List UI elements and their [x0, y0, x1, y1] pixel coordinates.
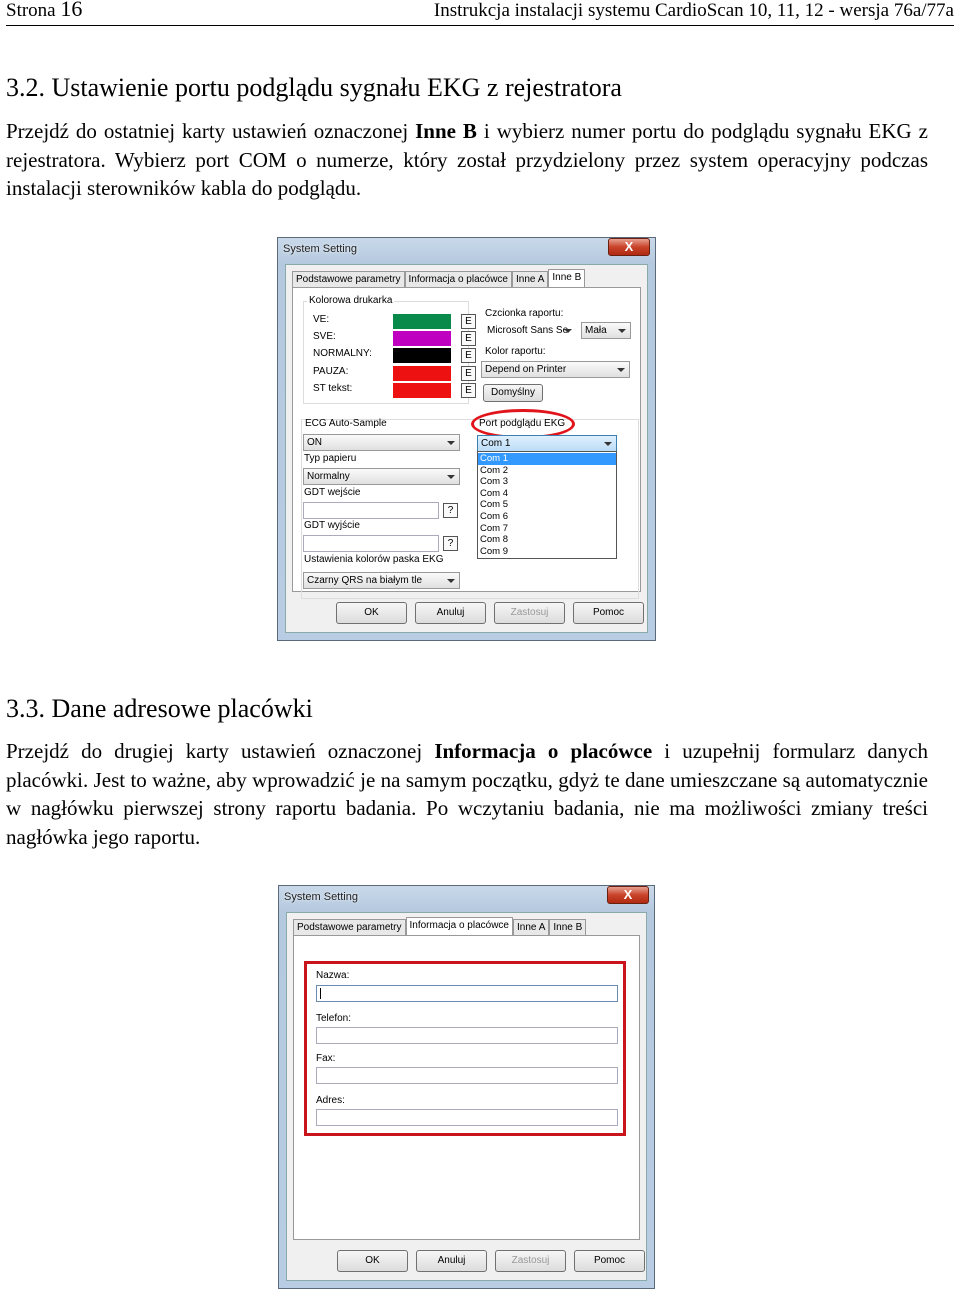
- chevron-down-icon: [447, 441, 455, 445]
- port-option[interactable]: Com 9: [480, 545, 508, 557]
- port-option[interactable]: Com 8: [480, 534, 508, 546]
- cancel-button[interactable]: Anuluj: [415, 602, 486, 624]
- section-heading-3-2: 3.2. Ustawienie portu podglądu sygnału EKG z rejestratora: [6, 73, 622, 102]
- gdt-in-label: GDT wejście: [304, 487, 361, 498]
- help-button[interactable]: Pomoc: [573, 602, 644, 624]
- pause-color-swatch: [393, 366, 451, 381]
- help-button[interactable]: Pomoc: [574, 1250, 645, 1272]
- ecg-port-label: Port podglądu EKG: [479, 418, 566, 429]
- ve-color-swatch: [393, 314, 451, 329]
- sve-label: SVE:: [313, 331, 336, 342]
- fax-label: Fax:: [316, 1053, 336, 1064]
- normal-edit-button[interactable]: E: [461, 348, 476, 363]
- gdt-in-browse-button[interactable]: ?: [443, 503, 458, 518]
- gdt-in-field[interactable]: [303, 502, 439, 519]
- report-color-select[interactable]: Depend on Printer: [481, 361, 630, 378]
- section-heading-3-3: 3.3. Dane adresowe placówki: [6, 694, 313, 723]
- dialog-title: System Setting: [283, 243, 357, 255]
- normal-label: NORMALNY:: [313, 348, 372, 359]
- report-font-size-select[interactable]: Mała: [581, 322, 631, 339]
- phone-field[interactable]: [316, 1027, 618, 1044]
- close-button[interactable]: X: [608, 238, 650, 256]
- phone-label: Telefon:: [316, 1013, 352, 1024]
- report-font-select[interactable]: Microsoft Sans Se: [483, 322, 577, 339]
- tab-other-a[interactable]: Inne A: [512, 271, 548, 288]
- dialog-title: System Setting: [284, 891, 358, 903]
- paper-type-label: Typ papieru: [304, 453, 357, 464]
- name-label: Nazwa:: [316, 970, 350, 981]
- tab-basic-params[interactable]: Podstawowe parametry: [293, 919, 406, 936]
- system-setting-dialog-facility: [278, 885, 655, 1289]
- st-text-edit-button[interactable]: E: [461, 383, 476, 398]
- document-title: Instrukcja instalacji systemu CardioScan 10, 11, 12 - wersja 76a/77a: [433, 0, 954, 21]
- tab-other-b[interactable]: Inne B: [549, 919, 586, 936]
- tab-strip: [292, 269, 585, 287]
- tab-panel: [292, 287, 641, 592]
- strip-colors-label: Ustawienia kolorów paska EKG: [304, 554, 444, 565]
- port-option[interactable]: Com 4: [480, 487, 508, 499]
- tab-facility-info[interactable]: Informacja o placówce: [406, 917, 514, 936]
- ve-label: VE:: [313, 314, 330, 325]
- apply-button[interactable]: Zastosuj: [494, 602, 565, 624]
- ok-button[interactable]: OK: [336, 602, 407, 624]
- address-field[interactable]: [316, 1109, 618, 1126]
- section-3-3-paragraph: Przejdź do drugiej karty ustawień oznaczonej Informacja o placówce i uzupełnij formularz danych placówki. Jest to ważne, aby wprowadzić je na samym początku, gdyż te dane umieszczane są automatycznie w nagłówku pierwszej strony raportu badania. Po wczytaniu badania, nie ma możliwości zmiany treści nagłówka jego raportu.: [6, 739, 928, 849]
- port-option[interactable]: Com 2: [480, 464, 508, 476]
- system-setting-dialog-inne-b: [277, 237, 656, 641]
- tab-strip: [293, 917, 586, 935]
- color-printer-label: Kolorowa drukarka: [309, 295, 393, 306]
- address-label: Adres:: [316, 1095, 345, 1106]
- chevron-down-icon: [618, 329, 626, 333]
- pause-edit-button[interactable]: E: [461, 366, 476, 381]
- chevron-down-icon: [564, 329, 572, 333]
- tab-other-a[interactable]: Inne A: [513, 919, 549, 936]
- ecg-autosample-select[interactable]: ON: [303, 434, 460, 451]
- port-dropdown-list: [477, 451, 617, 559]
- port-option[interactable]: Com 7: [480, 522, 508, 534]
- chevron-down-icon: [447, 579, 455, 583]
- st-text-color-swatch: [393, 383, 451, 398]
- st-text-label: ST tekst:: [313, 383, 353, 394]
- tab-panel: [293, 935, 640, 1240]
- report-color-label: Kolor raportu:: [485, 346, 546, 357]
- tab-other-b[interactable]: Inne B: [548, 269, 585, 288]
- strip-colors-select[interactable]: Czarny QRS na białym tle: [303, 572, 460, 589]
- apply-button[interactable]: Zastosuj: [495, 1250, 566, 1272]
- section-3-2-paragraph: Przejdź do ostatniej karty ustawień oznaczonej Inne B i wybierz numer portu do podglądu sygnału EKG z rejestratora. Wybierz port COM o numerze, który został przydzielony przez system operacyjny podczas instalacji sterowników kabla do podglądu.: [6, 119, 929, 200]
- chevron-down-icon: [447, 475, 455, 479]
- chevron-down-icon: [604, 442, 612, 446]
- report-font-label: Czcionka raportu:: [485, 308, 564, 319]
- close-button[interactable]: X: [607, 886, 649, 904]
- cancel-button[interactable]: Anuluj: [416, 1250, 487, 1272]
- ve-edit-button[interactable]: E: [461, 314, 476, 329]
- text-cursor: [320, 988, 321, 999]
- port-option[interactable]: Com 3: [480, 476, 508, 488]
- port-option[interactable]: Com 5: [480, 499, 508, 511]
- port-option[interactable]: Com 1: [478, 453, 616, 465]
- page-number: Strona 16: [6, 0, 83, 21]
- ecg-port-select[interactable]: Com 1: [477, 435, 617, 452]
- gdt-out-label: GDT wyjście: [304, 520, 360, 531]
- sve-color-swatch: [393, 331, 451, 346]
- gdt-out-browse-button[interactable]: ?: [443, 536, 458, 551]
- name-field[interactable]: [316, 985, 618, 1002]
- tab-facility-info[interactable]: Informacja o placówce: [405, 271, 513, 288]
- port-option[interactable]: Com 6: [480, 510, 508, 522]
- pause-label: PAUZA:: [313, 366, 349, 377]
- normal-color-swatch: [393, 348, 451, 363]
- tab-basic-params[interactable]: Podstawowe parametry: [292, 271, 405, 288]
- dialog-button-row: [336, 602, 644, 624]
- page-header: [6, 0, 954, 26]
- paper-type-select[interactable]: Normalny: [303, 468, 460, 485]
- gdt-out-field[interactable]: [303, 535, 439, 552]
- ok-button[interactable]: OK: [337, 1250, 408, 1272]
- ecg-autosample-label: ECG Auto-Sample: [305, 418, 387, 429]
- default-button[interactable]: Domyślny: [483, 384, 543, 402]
- chevron-down-icon: [617, 368, 625, 372]
- sve-edit-button[interactable]: E: [461, 331, 476, 346]
- dialog-button-row: [337, 1250, 645, 1272]
- fax-field[interactable]: [316, 1067, 618, 1084]
